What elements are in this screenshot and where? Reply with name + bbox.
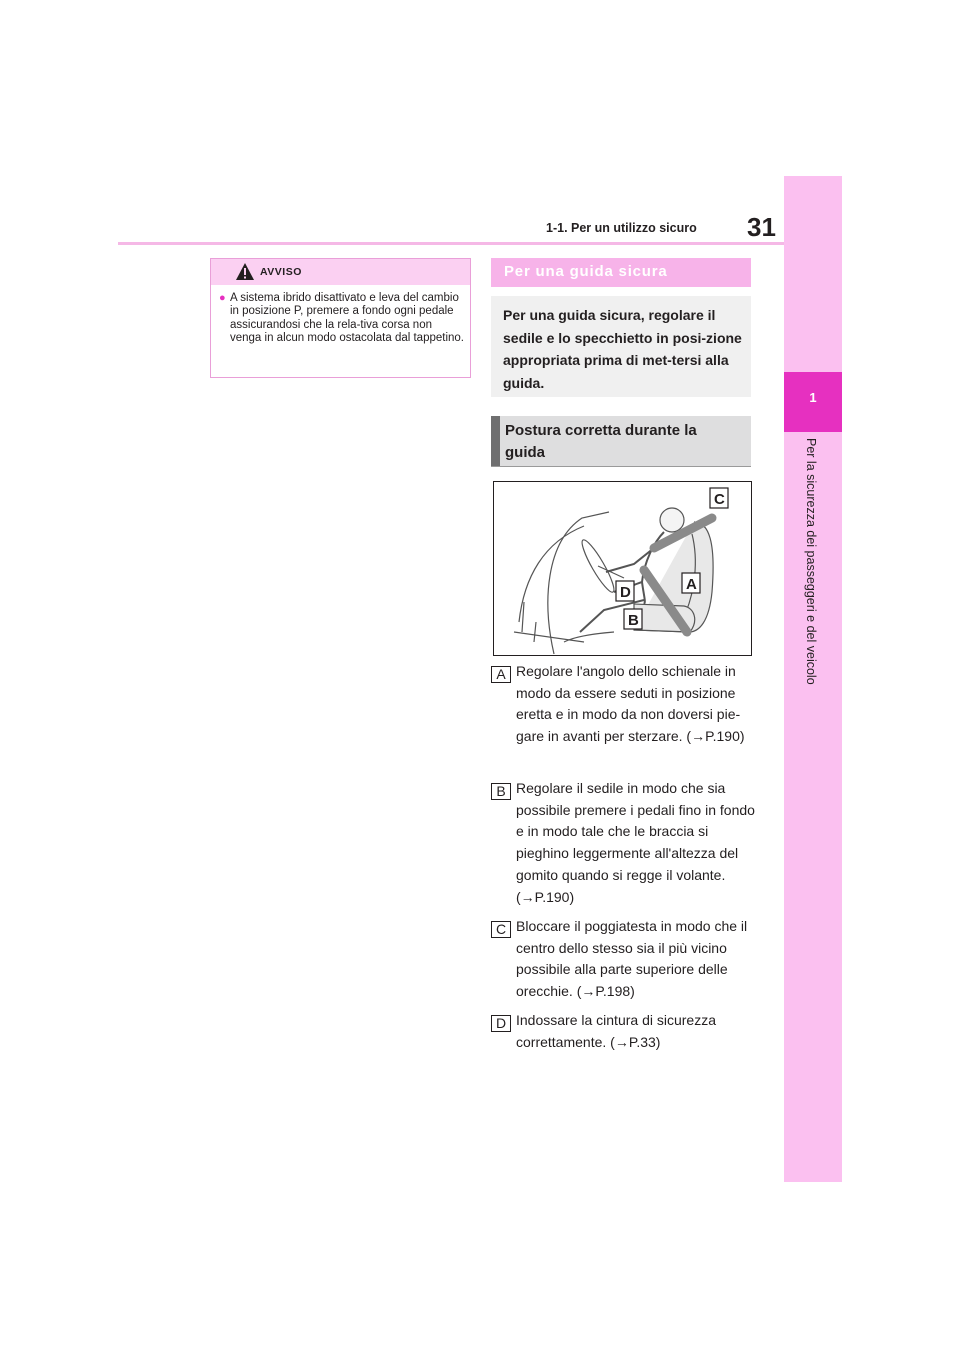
driver-posture-figure [493,481,752,656]
item-letter-c: C [491,921,511,938]
intro-text: Per una guida sicura, regolare il sedile e lo specchietto in posi-zione appropriata prima di met-tersi alla guida. [503,307,742,391]
subsection-heading [491,416,751,467]
item-text-d: Indossare la cintura di sicurezza correttamente. (→P.33) [516,1012,716,1050]
subsection-heading-text: Postura corretta durante la guida [505,422,697,461]
header-rule [118,242,784,245]
figure-label-b: B [628,612,639,629]
section-title: 1-1. Per un utilizzo sicuro [546,221,697,235]
item-text-b: Regolare il sedile in modo che sia possibile premere i pedali fino in fondo e in modo tale che le braccia si pieghino leggermente all'altezza del gomito quando si regge il volante. (→P.190) [516,780,755,905]
page-number: 31 [747,212,776,242]
figure-label-a: A [686,576,697,593]
section-heading-text: Per una guida sicura [504,263,668,280]
warning-title: AVVISO [260,266,302,278]
item-text-c: Bloccare il poggiatesta in modo che il centro dello stesso sia il più vicino possibile alla parte superiore delle orecchie. (→P.198) [516,918,748,1000]
chapter-tab [784,372,842,432]
warning-text: A sistema ibrido disattivato e leva del cambio in posizione P, premere a fondo ogni pedale assicurandosi che la rela-tiva corsa non venga in alcun modo ostacolata dal tappetino. [230,292,464,344]
item-letter-d: D [491,1015,511,1032]
heading-accent-bar [491,416,500,466]
chapter-label [804,438,825,718]
warning-triangle-icon [235,262,255,281]
section-heading [491,258,751,287]
bullet-icon: ● [219,292,226,304]
intro-box [491,296,751,397]
warning-box [210,258,471,378]
chapter-number: 1 [809,390,817,405]
warning-header [211,259,470,285]
figure-label-d: D [620,584,631,601]
driver-posture-illustration [494,482,751,655]
item-letter-b: B [491,783,511,800]
item-letter-a: A [491,666,511,683]
chapter-label-text: Per la sicurezza dei passeggeri e del veicolo [804,438,818,685]
figure-label-c: C [714,491,725,508]
item-text-a: Regolare l'angolo dello schienale in modo da essere seduti in posizione eretta e in modo da non doversi pie-gare in avanti per sterzare. (→P.190) [516,663,745,745]
